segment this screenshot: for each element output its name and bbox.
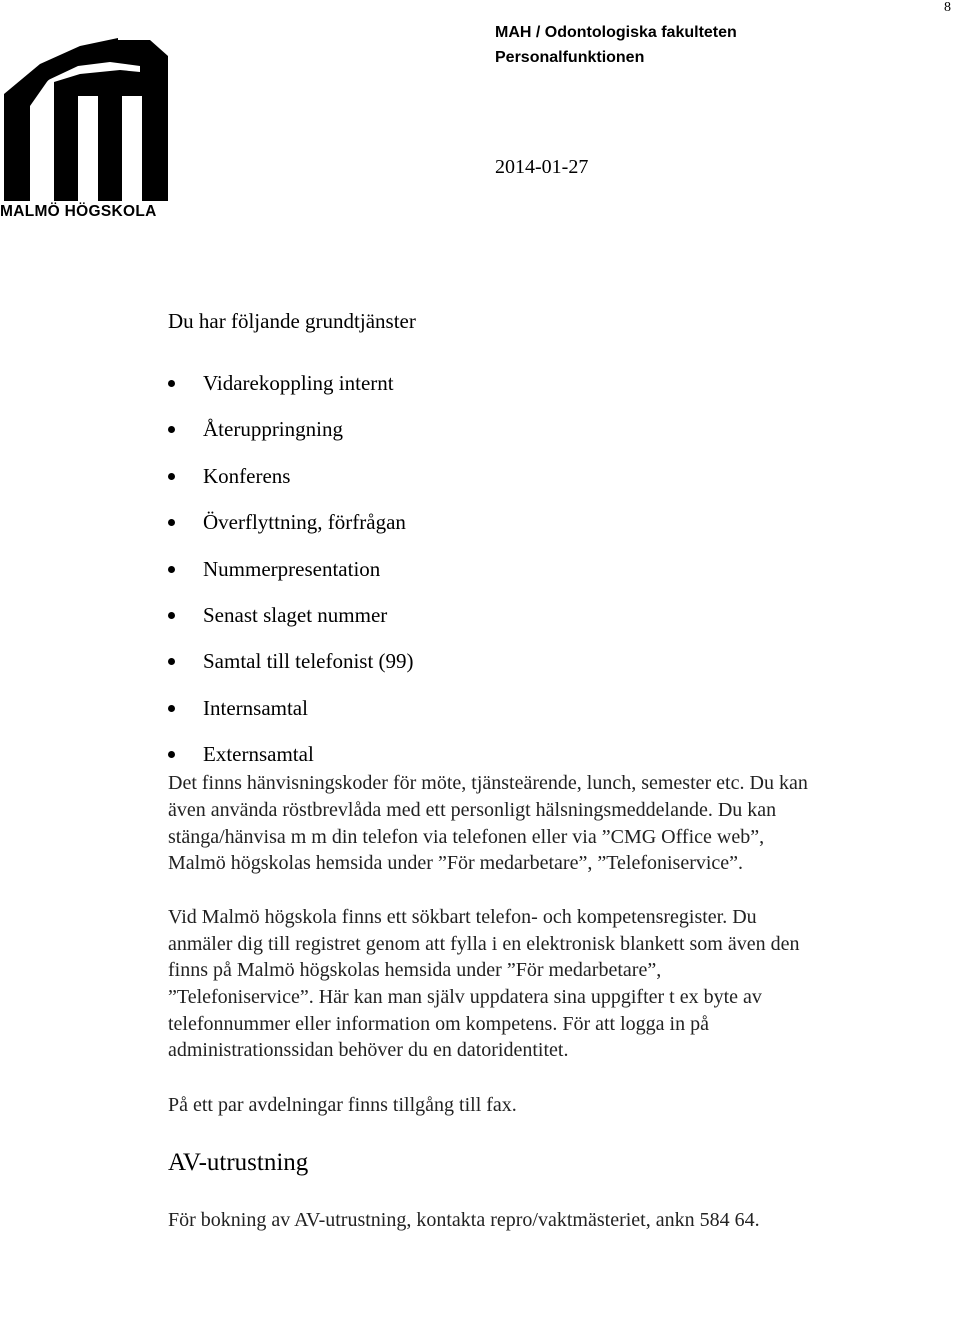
bullet-icon bbox=[168, 658, 175, 665]
page-number: 8 bbox=[944, 0, 951, 15]
document-body bbox=[168, 307, 808, 1234]
fax-paragraph: På ett par avdelningar finns tillgång till fax. bbox=[168, 1094, 517, 1117]
bullet-icon bbox=[168, 426, 175, 433]
list-item: Internsamtal bbox=[168, 694, 808, 722]
bullet-icon bbox=[168, 612, 175, 619]
list-item: Överflyttning, förfrågan bbox=[168, 508, 808, 536]
bullet-icon bbox=[168, 566, 175, 573]
document-header bbox=[495, 20, 737, 70]
list-item: Externsamtal bbox=[168, 740, 808, 768]
list-item: Nummerpresentation bbox=[168, 555, 808, 583]
referral-codes-paragraph: Det finns hänvisningskoder för möte, tjänsteärende, lunch, semester etc. Du kan även använda röstbrevlåda med ett personligt hälsningsmeddelande. Du kan stänga/hänvisa m m din telefon via telefonen eller via ”CMG Office web”, Malmö högskolas hemsida under ”För medarbetare”, ”Telefoniservice”. bbox=[168, 772, 808, 875]
bullet-icon bbox=[168, 751, 175, 758]
logo-mark-icon bbox=[0, 36, 170, 206]
bullet-icon bbox=[168, 705, 175, 712]
av-section-heading: AV-utrustning bbox=[168, 1148, 309, 1176]
services-intro: Du har följande grundtjänster bbox=[168, 309, 416, 333]
list-item: Senast slaget nummer bbox=[168, 601, 808, 629]
av-section-text: För bokning av AV-utrustning, kontakta repro/vaktmästeriet, ankn 584 64. bbox=[168, 1208, 760, 1231]
header-organization: MAH / Odontologiska fakulteten bbox=[495, 24, 737, 41]
list-item: Återuppringning bbox=[168, 415, 808, 443]
list-item: Vidarekoppling internt bbox=[168, 369, 808, 397]
document-date: 2014-01-27 bbox=[495, 156, 589, 178]
logo-text: MALMÖ HÖGSKOLA bbox=[0, 203, 157, 220]
bullet-icon bbox=[168, 473, 175, 480]
bullet-icon bbox=[168, 519, 175, 526]
directory-paragraph: Vid Malmö högskola finns ett sökbart telefon- och kompetensregister. Du anmäler dig till registret genom att fylla i en elektronisk blankett som även den finns på Malmö högskolas hemsida under ”För medarbetare”, ”Telefoniservice”. Här kan man själv uppdatera sina uppgifter t ex byte av telefonnummer eller information om kompetens. För att logga in på administrationssidan behöver du en datoridentitet. bbox=[168, 905, 800, 1062]
services-list bbox=[168, 369, 808, 768]
list-item: Samtal till telefonist (99) bbox=[168, 647, 808, 675]
header-department: Personalfunktionen bbox=[495, 49, 645, 66]
bullet-icon bbox=[168, 380, 175, 387]
list-item: Konferens bbox=[168, 462, 808, 490]
